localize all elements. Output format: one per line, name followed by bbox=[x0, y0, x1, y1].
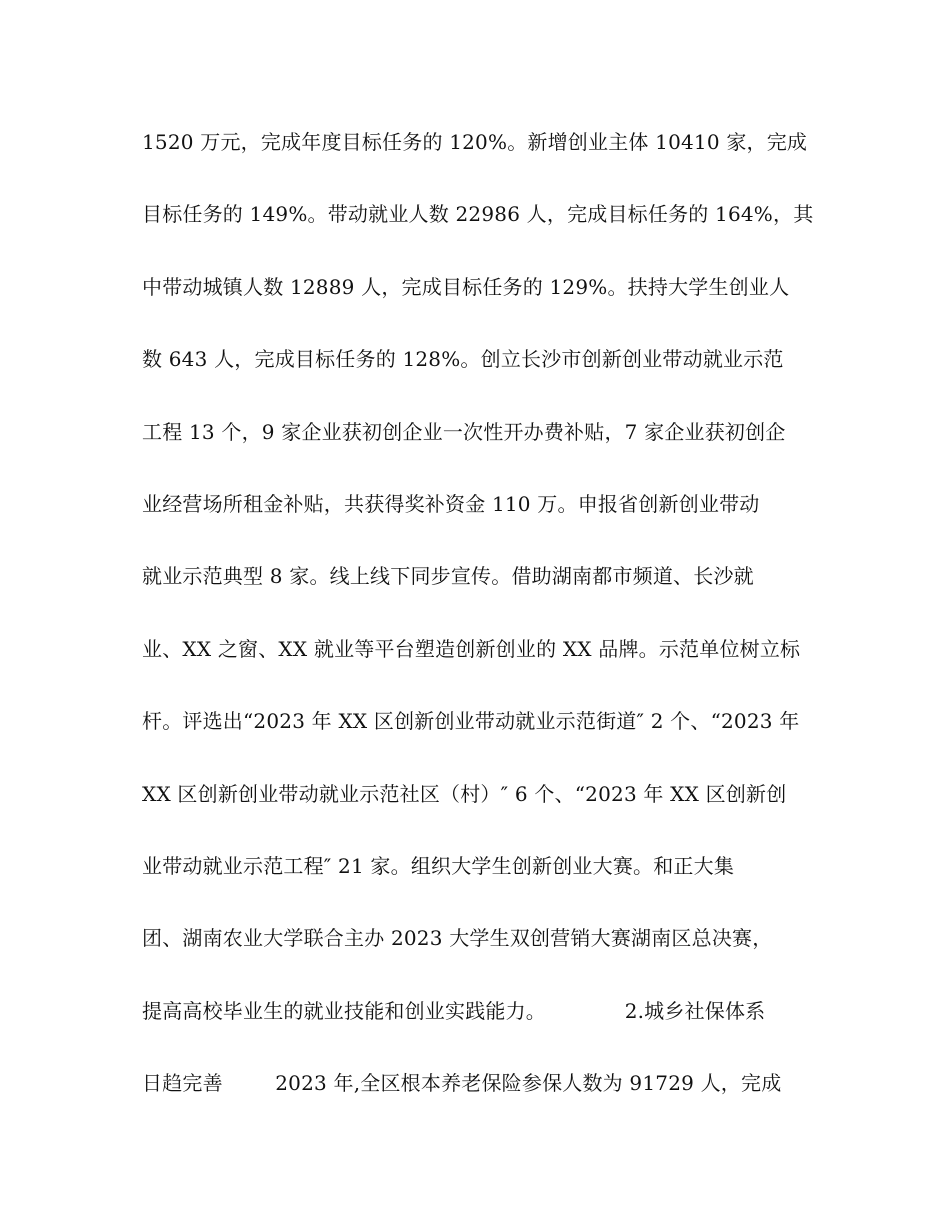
text-line: 目标任务的 149%。带动就业人数 22986 人，完成目标任务的 164%，其 bbox=[142, 202, 814, 227]
text-line: 工程 13 个，9 家企业获初创企业一次性开办费补贴，7 家企业获初创企 bbox=[142, 419, 786, 444]
text-line: 提高高校毕业生的就业技能和创业实践能力。 2.城乡社保体系 bbox=[142, 998, 766, 1023]
text-line: 业带动就业示范工程″ 21 家。组织大学生创新创业大赛。和正大集 bbox=[142, 853, 735, 878]
text-line: XX 区创新创业带动就业示范社区（村）″ 6 个、“2023 年 XX 区创新创 bbox=[142, 781, 787, 806]
body-paragraph bbox=[142, 118, 822, 1131]
text-line: 杆。评选出“2023 年 XX 区创新创业带动就业示范街道″ 2 个、“2023 年 bbox=[142, 709, 800, 734]
text-line: 数 643 人，完成目标任务的 128%。创立长沙市创新创业带动就业示范 bbox=[142, 347, 784, 372]
text-line: 业、XX 之窗、XX 就业等平台塑造创新创业的 XX 品牌。示范单位树立标 bbox=[142, 636, 801, 661]
text-line: 团、湖南农业大学联合主办 2023 大学生双创营销大赛湖南区总决赛， bbox=[142, 926, 773, 951]
text-line: 业经营场所租金补贴，共获得奖补资金 110 万。申报省创新创业带动 bbox=[142, 491, 760, 516]
text-line: 就业示范典型 8 家。线上线下同步宣传。借助湖南都市频道、长沙就 bbox=[142, 564, 754, 589]
text-line: 日趋完善 2023 年,全区根本养老保险参保人数为 91729 人，完成 bbox=[142, 1071, 782, 1096]
text-line: 中带动城镇人数 12889 人，完成目标任务的 129%。扶持大学生创业人 bbox=[142, 274, 790, 299]
text-line: 1520 万元，完成年度目标任务的 120%。新增创业主体 10410 家，完成 bbox=[142, 130, 808, 154]
